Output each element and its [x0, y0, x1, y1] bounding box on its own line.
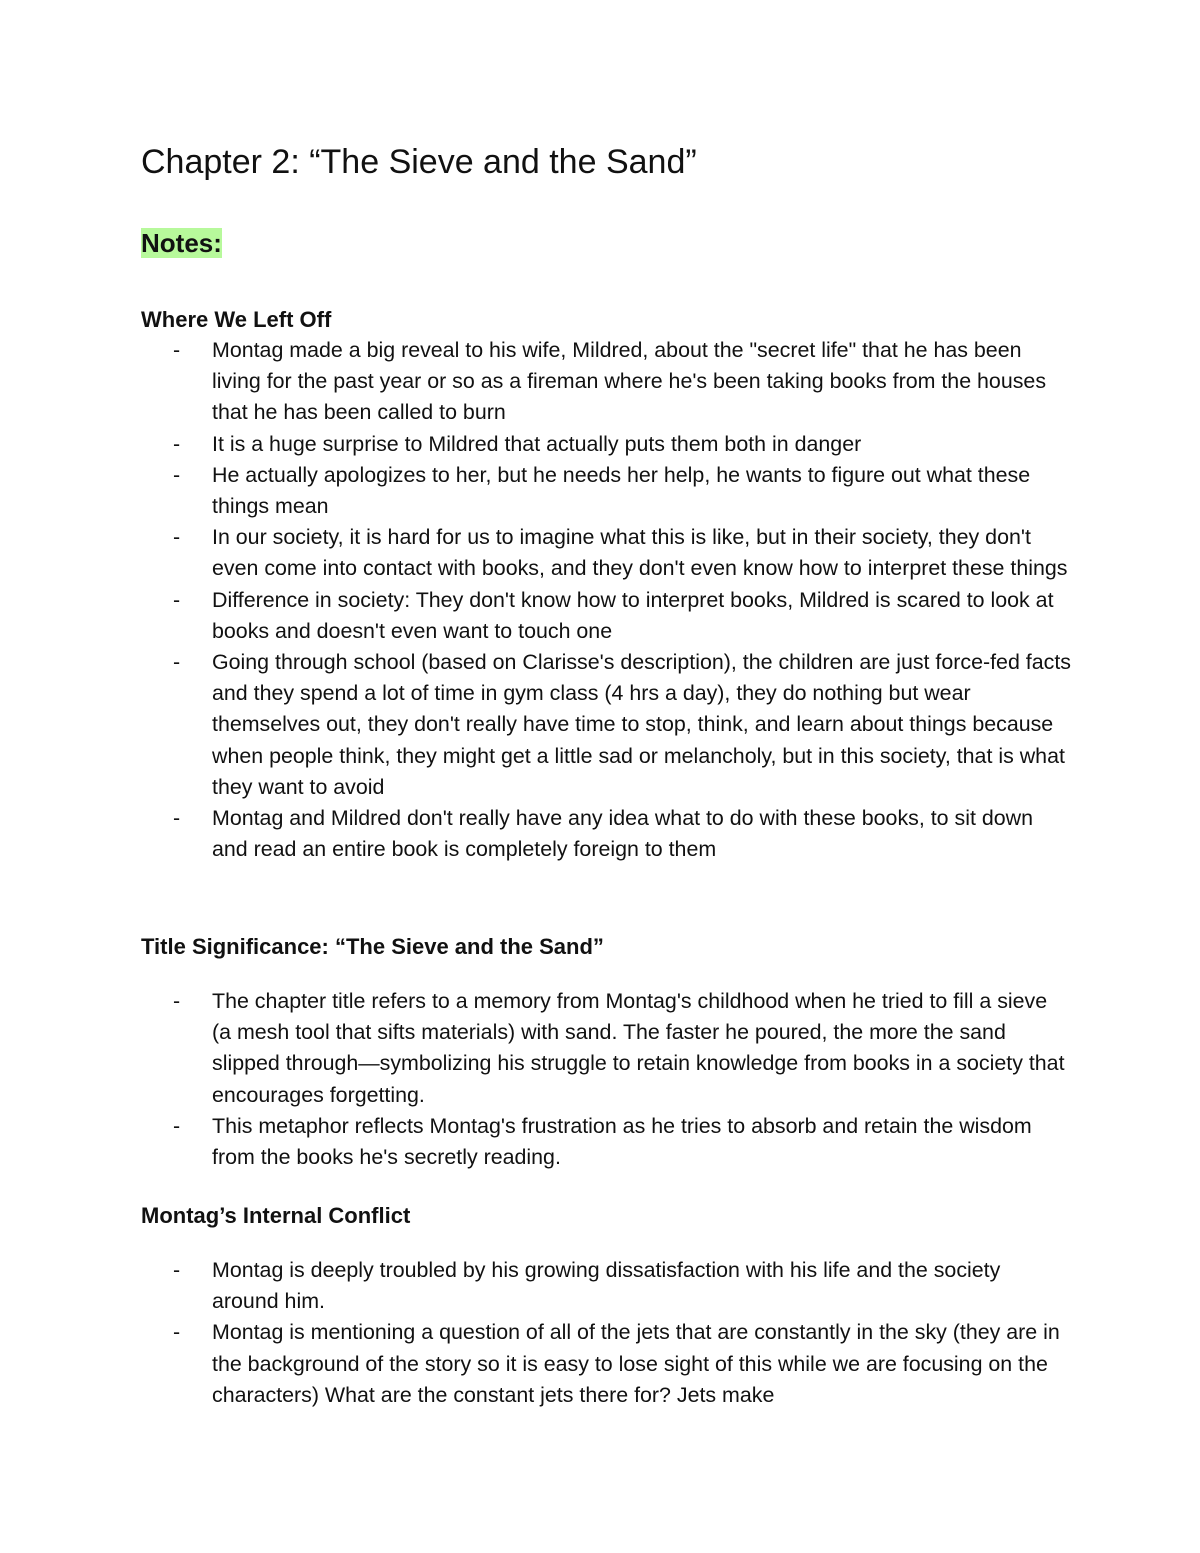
section-heading: Where We Left Off — [141, 307, 332, 332]
list-item-text: This metaphor reflects Montag's frustration as he tries to absorb and retain the wisdom from the books he's secretly reading. — [212, 1113, 1032, 1170]
list-item — [141, 460, 1071, 522]
list-item-text: The chapter title refers to a memory from Montag's childhood when he tried to fill a sieve (a mesh tool that sifts materials) with sand. The faster he poured, the more the sand slipped through—symbolizing his struggle to retain knowledge from books in a society that encourages forgetting. — [212, 989, 1065, 1107]
list-item — [141, 647, 1071, 803]
bullet-list — [141, 1255, 1071, 1411]
bullet-dash: - — [173, 525, 181, 550]
bullet-list — [141, 986, 1071, 1173]
list-item — [141, 522, 1071, 584]
notes-highlight: Notes: — [141, 228, 222, 258]
list-item — [141, 335, 1071, 429]
bullet-dash: - — [173, 1258, 181, 1282]
page-title: Chapter 2: “The Sieve and the Sand” — [141, 143, 697, 181]
section-title-significance — [141, 931, 1071, 1173]
list-item — [141, 585, 1071, 647]
bullet-dash: - — [173, 587, 181, 612]
section-heading: Montag’s Internal Conflict — [141, 1203, 411, 1228]
list-item — [141, 803, 1071, 865]
section-where-we-left-off — [141, 304, 1071, 865]
list-item — [141, 1317, 1071, 1411]
list-item-text: In our society, it is hard for us to imagine what this is like, but in their society, they don't even come into contact with books, and they don't even know how to interpret these things — [212, 525, 1068, 581]
bullet-dash: - — [173, 806, 181, 831]
bullet-dash: - — [173, 431, 181, 456]
list-item-text: He actually apologizes to her, but he needs her help, he wants to figure out what these things mean — [212, 462, 1031, 519]
bullet-dash: - — [173, 1320, 181, 1345]
list-item — [141, 1255, 1071, 1317]
section-heading: Title Significance: “The Sieve and the Sand” — [141, 934, 604, 959]
list-item — [141, 429, 1071, 460]
section-internal-conflict — [141, 1200, 1071, 1411]
list-item-text: Difference in society: They don't know how to interpret books, Mildred is scared to look at books and doesn't even want to touch one — [212, 587, 1054, 643]
list-item-text: It is a huge surprise to Mildred that actually puts them both in danger — [212, 431, 862, 456]
list-item — [141, 1111, 1071, 1173]
list-item-text: Going through school (based on Clarisse's description), the children are just force-fed facts and they spend a lot of time in gym class (4 hrs a day), they do nothing but wear themselves out, they don't really have time to stop, think, and learn about things because when people think, they might get a little sad or melancholy, but in this society, that is what they want to avoid — [212, 650, 1071, 799]
list-item-text: Montag made a big reveal to his wife, Mildred, about the "secret life" that he has been living for the past year or so as a fireman where he's been taking books from the houses that he has been called to burn — [212, 338, 1047, 425]
bullet-dash: - — [173, 989, 181, 1013]
list-item — [141, 986, 1071, 1111]
bullet-dash: - — [173, 650, 181, 675]
bullet-dash: - — [173, 462, 181, 487]
bullet-dash: - — [173, 1113, 181, 1138]
list-item-text: Montag is deeply troubled by his growing dissatisfaction with his life and the society around him. — [212, 1258, 1001, 1314]
list-item-text: Montag and Mildred don't really have any idea what to do with these books, to sit down and read an entire book is completely foreign to them — [212, 806, 1033, 862]
notes-label — [141, 224, 222, 262]
bullet-dash: - — [173, 338, 181, 362]
bullet-list — [141, 335, 1071, 865]
list-item-text: Montag is mentioning a question of all of the jets that are constantly in the sky (they are in the background of the story so it is easy to lose sight of this while we are focusing on the characters) What are the constant jets there for? Jets make — [212, 1320, 1060, 1407]
